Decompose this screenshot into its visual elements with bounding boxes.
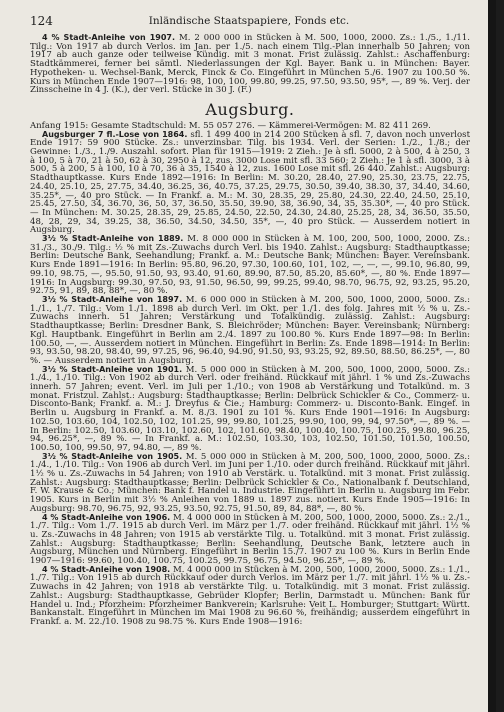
running-title: Inländische Staatspapiere, Fonds etc.: [148, 15, 350, 27]
entry-1889: [30, 235, 470, 296]
entry-1907-heading: 4 % Stadt-Anleihe von 1907.: [42, 33, 176, 42]
entry-1896-body: M. 6 000 000 in Stücken à M. 200, 500, 1000, 2000, 5000. Zs.: 1./1., 1./7. Tilg.: Vom 1./1. 1898 ab durch Verl. im Okt. per 1./1. des folg. Jahres mit ½ % u. Zs.-Zuwachs innerh. 51 Jahren; Verstärkung und Totalkündig. zulässig. Zahlst.: Augsburg: Stadthauptkasse; Berlin: Dresdner Bank, S. Bleichröder; München: Bayer. Vereinsbank; Nürnberg: Kgl. Hauptbank. Eingeführt in Berlin am 2./4. 1897 zu 100.80 %. Kurs Ende 1897—98: In Berlin: 100.50, —, —. Ausserdem notiert in München. Eingeführt in Berlin: Zs. Ende 1898—1914: In Berlin: 93, 93.50, 98.20, 98.40, 99, 97.25, 96, 96.40, 94.90, 91.50, 93, 93.25, 92, 89.50, 88.50, 86.25*, —, 80 %. — Ausserdem notiert in Augsburg.: [30, 294, 470, 366]
page-header: [30, 14, 468, 28]
entry-1889-body: M. 8 000 000 in Stücken à M. 100, 200, 500, 1000, 2000. Zs.: 31./3., 30./9. Tilg.: ½ % mit Zs.-Zuwachs durch Verl. bis 1940. Zahlst.: Augsburg: Stadthauptkasse; Berlin: Deutsche Bank, Seehandlung; Frankf. a. M.: Deutsche Bank; München: Bayer. Vereinsbank. Kurs Ende 1891—1916: In Berlin: 95.80, 96.20, 97.30, 100.60, 101, 102, —, —, —, 99.10, 96.80, 99, 99.10, 98.75, —, 95.50, 91.50, 93, 93.40, 91.60, 89.90, 87.50, 85.20, 85.60*, —, 80 %. Ende 1897—1916: In Augsburg: 99.30, 97.50, 93, 91.50, 96.50, 99, 99.25, 99.40, 98.70, 96.75, 92, 93.25, 95.20, 92.75, 91, 89, 88, 88*, —, 80 %.: [30, 234, 470, 297]
entry-1905-body: M. 5 000 000 in Stücken à M. 200, 500, 1000, 2000, 5000. Zs.: 1./4., 1./10. Tilg.: Von 1906 ab durch Verl. im Juni per 1./10. oder durch freihänd. Rückkauf mit jährl. 1½ % u. Zs.-Zuwachs in 54 Jahren; von 1910 ab Verstärk. u. Totalkünd. mit 3 monat. Frist zulässig. Zahlst.: Augsburg: Stadthauptkasse; Berlin: Delbrück Schickler & Co., Nationalbank f. Deutschland, F. W. Krause & Co.; München: Bank f. Handel u. Industrie. Eingeführt in Berlin u. Augsburg im Febr. 1905. Kurs in Berlin mit 3½ % Anleihen von 1889 u. 1897 zus. notiert. Kurs Ende 1905—1916: In Augsburg: 98.70, 96.75, 92, 93.25, 93.50, 92.75, 91.50, 89, 84, 88*, —, 80 %.: [30, 451, 470, 514]
entry-1906-body: M. 4 000 000 in Stücken à M. 200, 500, 1000, 2000, 5000. Zs.: 2./1., 1./7. Tilg.: Vom 1./7. 1915 ab durch Verl. im März per 1./7. oder freihänd. Rückkauf mit jährl. 1½ % u. Zs.-Zuwachs in 48 Jahren; von 1915 ab verstärkte Tilg. u. Totalkünd. mit 3 monat. Frist zulässig. Zahlst.: Augsburg: Stadthauptkasse; Berlin: Seehandlung, Deutsche Bank, letztere auch in Augsburg, München und Nürnberg. Eingeführt in Berlin 15./7. 1907 zu 100 %. Kurs in Berlin Ende 1907—1916: 99.60, 100.40, 100.75, 100.25, 99.75, 96.75, 94.50, 96.25*, —, 89 %.: [30, 512, 471, 567]
entry-1901: [30, 366, 470, 453]
page-edge: [488, 0, 496, 712]
entry-1896: [30, 296, 470, 366]
entry-1905-heading: 3½ % Stadt-Anleihe von 1905.: [42, 451, 183, 461]
entry-1907-body: M. 2 000 000 in Stücken à M. 500, 1000, 2000. Zs.: 1./5., 1./11. Tilg.: Von 1917 ab durch Verlos. im Jan. per 1./5. nach einem Tilg.-Plan innerhalb 50 Jahren; von 1917 ab auch ganze oder teilweise Kündig. mit 3 monat. Frist zulässig. Zahlst.: Aschaffenburg: Stadtkämmerei, ferner bei sämtl. Niederlassungen der Kgl. Bayer. Bank u. in München: Bayer. Hypotheken- u. Wechsel-Bank, Merck, Finck & Co. Eingeführt in München 5./6. 1907 zu 100.50 %. Kurs in München Ende 1907—1916: 98, 100, 100, 99.80, 99.25, 97.50, 93.50, 95*, —, 89 %. Verj. der Zinsscheine in 4 J. (K.), der verl. Stücke in 30 J. (F.): [30, 33, 470, 96]
entry-1901-body: M. 5 000 000 in Stücken à M. 200, 500, 1000, 2000, 5000. Zs.: 1./4., 1./10. Tilg.: Von 1902 ab durch Verl. oder freihänd. Rückkauf mit jährl. 1 % und Zs.-Zuwachs innerh. 57 Jahren; event. Verl. im Juli per 1./10.; von 1908 ab Verstärkung und Totalkünd. m. 3 monat. Fristzul. Zahlst.: Augsburg: Stadthauptkasse; Berlin: Delbrück Schickler & Co., Commerz- u. Disconto-Bank; Frankf. a. M.: J. Dreyfus & Cie.; Hamburg: Commerz- u. Disconto-Bank. Eingef. in Berlin u. Augsburg in Frankf. a. M. 8./3. 1901 zu 101 %. Kurs Ende 1901—1916: In Augsburg: 102.50, 103.60, 104, 102.50, 102, 101.25, 99, 99.80, 101.25, 99.90, 100, 99, 94, 97.50*, —, 89 %. — In Berlin: 102.50, 103.60, 103.10, 102.60, 102, 101.60, 98.40, 100.40, 100.75, 100.25, 99.80, 96.25, 94, 96.25*, —, 89 %. — In Frankf. a. M.: 102.50, 103.30, 103, 102.50, 101.50, 101.50, 100.50, 100.50, 100, 99.50, 97, 94.80, —, 89 %.: [30, 364, 470, 453]
entry-lose-1864: [30, 131, 470, 235]
entry-1905: [30, 453, 470, 514]
section-intro: Anfang 1915: Gesamte Stadtschuld: M. 55 057 276. — Kämmerei-Vermögen: M. 82 411 269.: [30, 120, 431, 131]
entry-1889-heading: 3½ % Stadt-Anleihe von 1889.: [42, 234, 184, 244]
entry-1907: [30, 34, 470, 95]
entry-1896-heading: 3½ % Stadt-Anleihe von 1897.: [42, 294, 183, 304]
entry-1901-heading: 3½ % Stadt-Anleihe von 1901.: [42, 364, 183, 374]
page-number: 124: [30, 14, 53, 28]
entry-lose-heading: Augsburger 7 fl.-Lose von 1864.: [42, 129, 188, 139]
entry-1908: [30, 566, 470, 627]
body-text: [30, 34, 470, 627]
entry-lose-body: sfl. 1 499 400 in 214 200 Stücken à sfl. 7, davon noch unverlost Ende 1917: 59 900 Stücke. Zs.: unverzinsbar. Tilg. bis 1934. Verl. der Serien: 1./2., 1./8.; der Gewinne: 1./3., 1./9. Auszahl. sofort. Plan für 1915—1919: 2 Zieh.: Je à sfl. 5000, 2 à 500, 4 à 250, 3 à 100, 5 à 70, 21 à 50, 62 à 30, 2950 à 12, zus. 3000 Lose mit sfl. 33 560; 2 Zieh.: Je 1 à sfl. 3000, 3 à 500, 5 à 200, 5 à 100, 10 à 70, 36 à 35, 1540 à 12, zus. 1600 Lose mit sfl. 26 440. Zahlst.: Augsburg: Stadthauptkasse. Kurs Ende 1892—1916: In Berlin: M. 30.20, 28.40, 27.90, 25.30, 23.75, 22.75, 24.40, 25.10, 25, 27.75, 34.40, 36.25, 36, 40.75, 37.25, 29.75, 30.50, 39.40, 38.30, 37, 34.40, 34.60, 35.25*, —, 40 pro Stück. — In Frankf. a. M.: M. 30, 28.35, 29, 25.80, 24.30, 22.40, 24.50, 25.10, 25.45, 27.50, 34, 36.70, 36, 50, 37, 36.50, 35.50, 39.90, 38, 36.90, 34, 35, 35.30*, —, 40 pro Stück. — In München: M. 30.25, 28.35, 29, 25.85, 24.50, 22.50, 24.30, 24.80, 25.25, 28, 34, 36.50, 35.50, 48, 28, 29, 34, 39.25, 38, 36.50, 34.50, 34.50, 35*, —, 40 pro Stück. — Ausserdem notiert in Augsburg.: [30, 129, 471, 236]
entry-1906: [30, 514, 470, 566]
entry-1906-heading: 4 % Stadt-Anleihe von 1906.: [42, 512, 171, 522]
section-title: Augsburg.: [205, 99, 295, 119]
entry-1908-heading: 4 % Stadt-Anleihe von 1908.: [42, 564, 171, 574]
entry-1908-body: M. 4 000 000 in Stücken à M. 200, 500, 1000, 2000, 5000. Zs.: 1./1., 1./7. Tilg.: Von 1915 ab durch Rückkauf oder durch Verlos. im März per 1./7. mit jährl. 1½ % u. Zs.-Zuwachs in 42 Jahren; von 1918 ab verstärkte Tilg. u. Totalkündig. mit 3 monat. Frist zulässig. Zahlst.: Augsburg: Stadthauptkasse, Gebrüder Klopfer; Berlin, Darmstadt u. München: Bank für Handel u. Ind.; Pforzheim: Pforzheimer Bankverein; Karlsruhe: Veit L. Homburger; Stuttgart: Württ. Bankanstalt. Eingeführt in München im Mai 1908 zu 96.60 %, freihändig; ausserdem eingeführt in Frankf. a. M. 22./10. 1908 zu 98.75 %. Kurs Ende 1908—1916:: [30, 564, 471, 627]
